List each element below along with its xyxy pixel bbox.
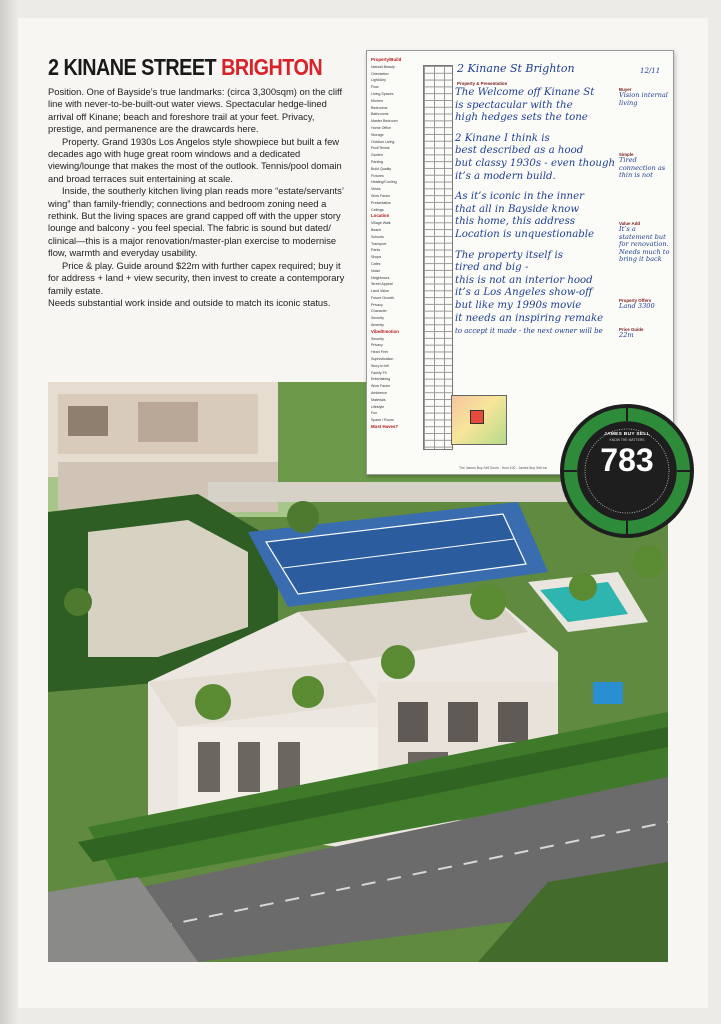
badge-brand: JAMES BUY SELL <box>604 432 650 437</box>
note-line: tired and big - <box>455 262 529 274</box>
criterion: Master Bedroom <box>371 119 398 124</box>
criterion: Flow <box>371 85 379 90</box>
summary-note: Land 3300 <box>619 302 655 310</box>
note-line: it needs an inspiring remake <box>455 312 604 324</box>
criterion: Street Appeal <box>371 282 393 287</box>
criterion: Natural Beauty <box>371 64 395 69</box>
article-paragraph: Price & play. Guide around $22m with further capex required; buy it for address + land + view security, then invest to create a contemporary family estate. <box>48 259 345 296</box>
summary-note: It’s a statement but for renovation. Needs much to bring it back <box>619 225 670 264</box>
summary-heading: Value Add <box>619 221 641 226</box>
criterion: Amenity <box>371 323 384 328</box>
summary-heading: Buyer <box>619 87 632 92</box>
criterion: Privacy <box>371 302 383 307</box>
criterion: Land Value <box>371 289 389 294</box>
headline-city: BRIGHTON <box>221 54 323 80</box>
criterion: Cafes <box>371 261 381 266</box>
value-heatmap <box>451 395 507 445</box>
criterion: Garden <box>371 153 383 158</box>
note-line: but classy 1930s - even though <box>455 157 616 169</box>
headline <box>48 54 322 81</box>
criterion: Light/Airy <box>371 78 386 83</box>
criterion: Entertaining <box>371 377 391 382</box>
summary-note: Vision internal living <box>619 91 668 107</box>
criterion: Home Office <box>371 125 391 130</box>
criterion: Pool/Tennis <box>371 146 390 151</box>
criterion: Living Spaces <box>371 91 394 96</box>
criterion: Wow Factor <box>371 193 391 198</box>
score-grid <box>423 65 453 450</box>
article-paragraph: Position. One of Bayside’s true landmarks: (circa 3,300sqm) on the cliff line with never-to-be-built-out water views. Spectacular hedge-lined arrival off Kinane; beach and foreshore trail at your feet. Privacy, prestige, and permanence are the drawcards here. <box>48 86 343 135</box>
criterion: Future Growth <box>371 295 394 300</box>
criterion: Bathrooms <box>371 112 389 117</box>
card-footer: The James Buy Sell Score - from 100 - James Buy Sell Inc <box>459 466 548 470</box>
note-line: this home, this address <box>455 216 576 228</box>
note-line: it’s a modern build. <box>455 170 556 182</box>
section-heading: Location <box>371 213 390 219</box>
section-heading: Vibe/Emotion <box>371 328 399 334</box>
note-line <box>455 242 625 250</box>
note-line: to accept it made - the next owner will be <box>455 327 603 336</box>
criterion: Presentation <box>371 200 392 205</box>
criterion: Bedrooms <box>371 105 388 110</box>
criterion: Neighbours <box>371 275 390 280</box>
handwritten-notes <box>455 87 625 338</box>
criterion: Fun <box>371 411 378 416</box>
criterion: Space / Room <box>371 418 394 423</box>
score-badge <box>560 404 694 538</box>
criterion: Sophistication <box>371 357 394 362</box>
note-line: it’s a Los Angeles show-off <box>455 287 593 299</box>
criterion: Parks <box>371 248 381 253</box>
summary-note: Tired connection as thin is not <box>619 156 666 180</box>
page-spine-shadow <box>0 0 18 1024</box>
note-line: best described as a hood <box>455 145 584 157</box>
note-line: The property itself is <box>455 249 564 261</box>
note-line: Location is unquestionable <box>455 228 595 240</box>
article-paragraph: Property. Grand 1930s Los Angelos style showpiece but built a few decades ago with huge great room windows and a dedicated viewing/lounge that makes the most of the outlook. Tennis/pool domain and broad terraces suit entertaining at scale. <box>48 135 342 184</box>
criterion: Privacy <box>371 343 383 348</box>
criterion: Storage <box>371 132 384 137</box>
criterion: Build Quality <box>371 166 392 171</box>
criterion: Shops <box>371 255 382 260</box>
criterion: Ambience <box>371 391 387 396</box>
headline-street: 2 KINANE STREET <box>48 54 217 80</box>
note-line: that all in Bayside know <box>455 203 580 215</box>
criterion: Story to tell <box>371 363 389 368</box>
criterion: Parking <box>371 159 384 164</box>
article-paragraph: Needs substantial work inside and outside to match its iconic status. <box>48 296 331 308</box>
summary-note: 22m <box>619 331 634 339</box>
summary-column <box>619 85 671 340</box>
note-line: this is not an interior hood <box>455 274 593 286</box>
criterion: Noise <box>371 268 381 273</box>
criterion: Schools <box>371 234 384 239</box>
summary-heading: Property Offers <box>619 298 652 303</box>
criterion: Wow Factor <box>371 384 391 389</box>
summary-heading: Price Guide <box>619 327 644 332</box>
section-heading: Property/Build <box>371 57 402 62</box>
heatmap-marker <box>470 410 484 424</box>
card-date: 12/11 <box>640 67 661 75</box>
criterion: Orientation <box>371 71 389 76</box>
criterion: Security <box>371 336 384 341</box>
note-line: but like my 1990s movie <box>455 299 582 311</box>
criterion: Lifestyle <box>371 404 385 409</box>
note-line: high hedges sets the tone <box>455 112 588 124</box>
criterion: Beach <box>371 227 382 232</box>
note-line <box>455 125 625 133</box>
criterion: Views <box>371 187 381 192</box>
summary-heading: Simple <box>619 152 634 157</box>
article-paragraph: Inside, the southerly kitchen living plan reads more “estate/servants’ wing” than family-friendly; connections and bedroom zoning need a rethink. But the living spaces are grand capped off with the upper story lounge and balcony - you feel special. The fabric is sound but dated/ clinical—this is a major renovation/master-plan exercise to modernise flow, warmth and everyday usability. <box>48 185 344 259</box>
criterion: Heart Feel <box>371 350 388 355</box>
criterion: Fixtures <box>371 173 384 178</box>
criterion: Transport <box>371 241 387 246</box>
criterion: Outdoor Living <box>371 139 395 144</box>
note-line <box>455 183 625 191</box>
criterion: Family Fit <box>371 370 387 375</box>
criterion: Ceilings <box>371 207 384 212</box>
note-line: is spectacular with the <box>455 99 573 111</box>
article-body <box>48 86 348 309</box>
criterion: Security <box>371 316 384 321</box>
card-title: 2 Kinane St Brighton <box>457 62 575 75</box>
criterion: Heating/Cooling <box>371 180 397 185</box>
section-heading: Must Haves? <box>371 424 399 430</box>
criterion: Materials <box>371 397 386 402</box>
card-section-header: Property & Presentation <box>457 81 508 86</box>
criterion: Village Walk <box>371 221 391 226</box>
note-line: The Welcome off Kinane St <box>455 87 595 98</box>
criterion: Kitchen <box>371 98 383 103</box>
criterion: Character <box>371 309 387 314</box>
note-line: As it’s iconic in the inner <box>455 191 585 203</box>
note-line: 2 Kinane I think is <box>455 132 550 144</box>
badge-tagline: KNOW THE MATTERS <box>609 438 645 442</box>
badge-score: 783 <box>600 442 654 478</box>
